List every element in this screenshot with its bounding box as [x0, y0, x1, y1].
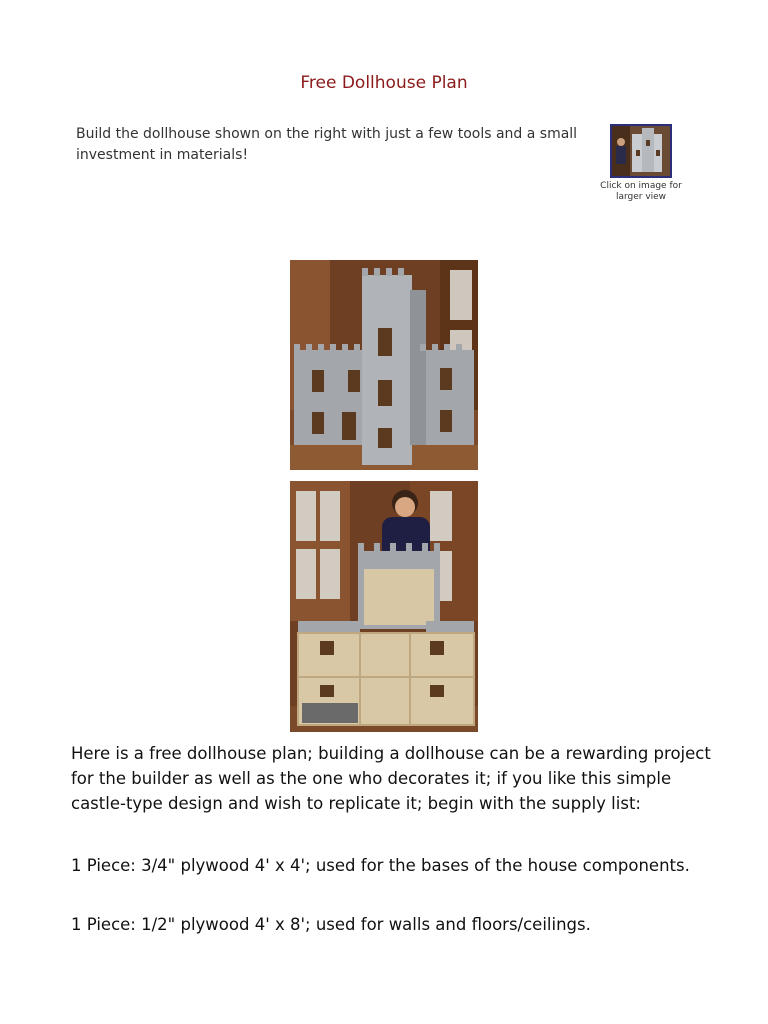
paragraph-text: 1 Piece: 1/2" plywood 4' x 8'; used for walls and floors/ceilings.: [71, 915, 591, 934]
castle-photo-front[interactable]: [290, 260, 478, 470]
supply-item-1-2-plywood: [71, 912, 711, 937]
thumbnail-caption-line1: Click on image for: [600, 181, 682, 191]
paragraph-intro-plan: [71, 741, 711, 816]
castle-front-image: [290, 260, 478, 470]
thumbnail-image-link[interactable]: [610, 124, 672, 178]
supply-item-3-4-plywood: [71, 853, 711, 878]
castle-thumbnail-image: [612, 126, 670, 176]
paragraph-text: Here is a free dollhouse plan; building a dollhouse can be a rewarding project for the builder as well as the one who decorates it; if you like this simple castle-type design and wish to replicate it; begin with the supply list:: [71, 744, 711, 813]
thumbnail-caption: [596, 181, 686, 203]
thumbnail-block: [596, 124, 686, 203]
intro-text: Build the dollhouse shown on the right with just a few tools and a small investment in materials!: [76, 126, 578, 163]
thumbnail-caption-line2: larger view: [615, 192, 667, 202]
page-title: Free Dollhouse Plan: [300, 73, 468, 93]
paragraph-text: 1 Piece: 3/4" plywood 4' x 4'; used for the bases of the house components.: [71, 856, 690, 875]
castle-photo-open[interactable]: [290, 481, 478, 732]
castle-open-image: [290, 481, 478, 732]
